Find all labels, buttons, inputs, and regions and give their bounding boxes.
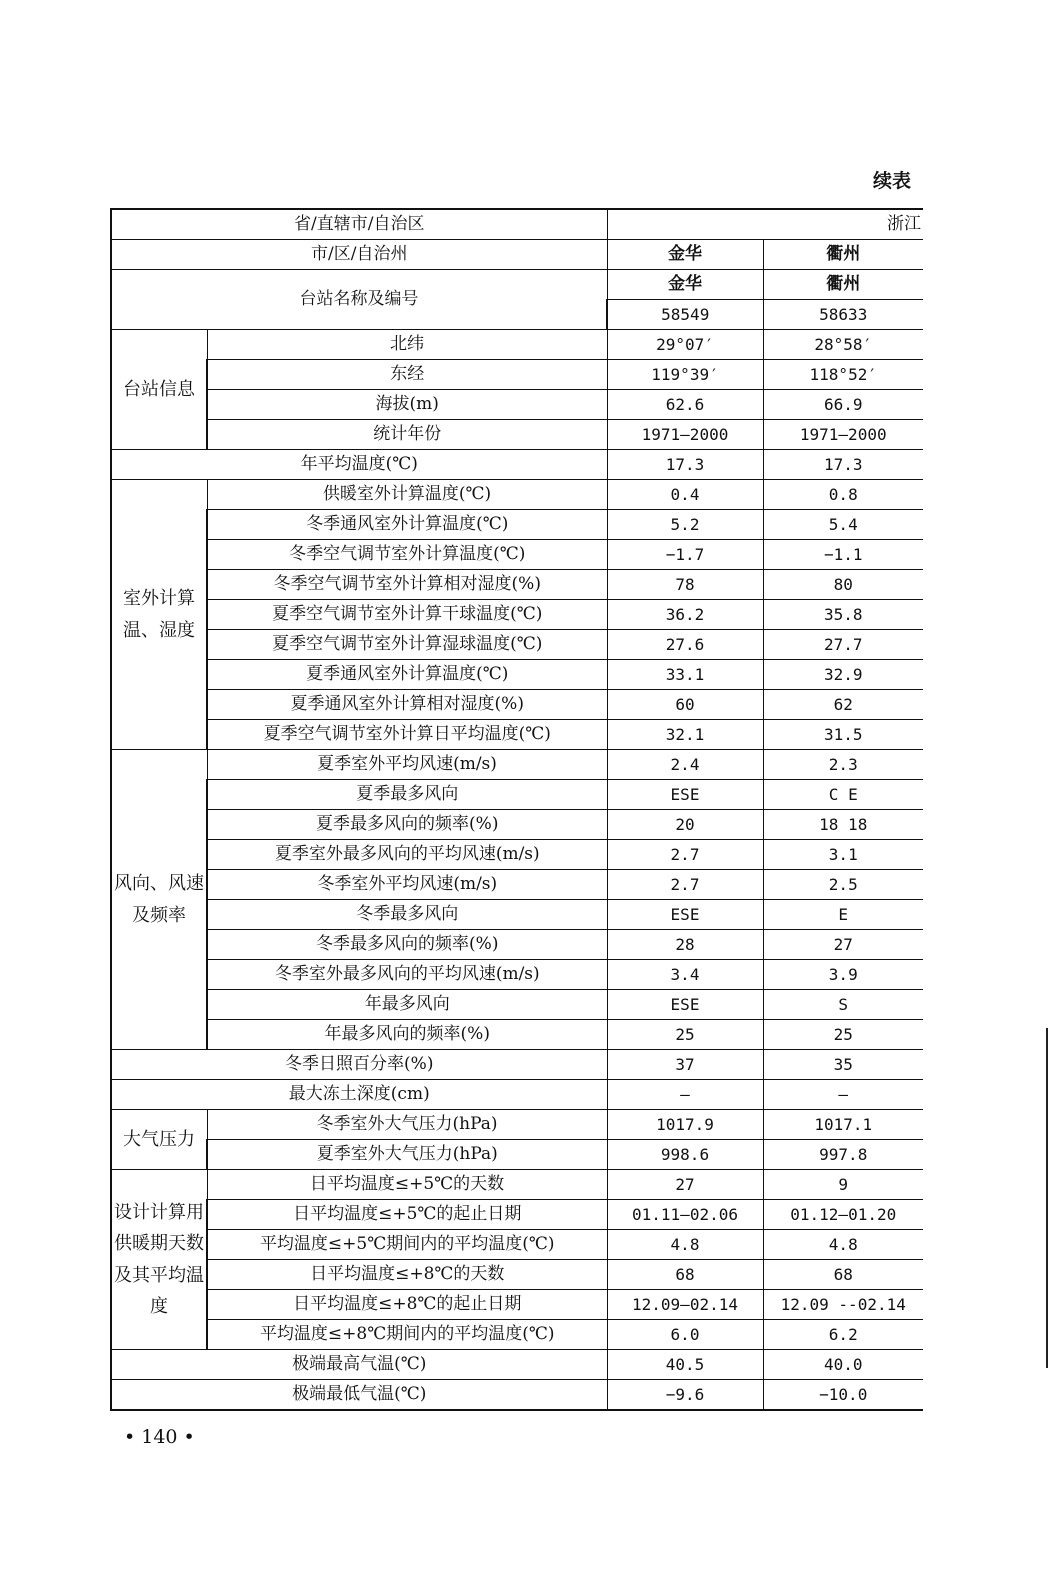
row-label: 年最多风向的频率(%) — [207, 1020, 607, 1050]
cell-value: 12.09—02.14 — [607, 1290, 763, 1320]
group-label-wind: 风向、风速及频率 — [111, 750, 207, 1050]
table-row — [111, 1350, 923, 1380]
cell-value: 4.8 — [607, 1230, 763, 1260]
cell-value: 119°39′ — [607, 360, 763, 390]
cell-value: 27.7 — [763, 630, 923, 660]
cell-value: 2.3 — [763, 750, 923, 780]
cell-value: 27.6 — [607, 630, 763, 660]
cell-value: 80 — [763, 570, 923, 600]
station-label: 台站名称及编号 — [111, 270, 607, 330]
row-label: 冬季通风室外计算温度(℃) — [207, 510, 607, 540]
cell-value: 3.4 — [607, 960, 763, 990]
cell-value: 998.6 — [607, 1140, 763, 1170]
city-label: 市/区/自治州 — [111, 240, 607, 270]
row-label: 夏季通风室外计算温度(℃) — [207, 660, 607, 690]
station-id: 58633 — [763, 300, 923, 330]
table-row — [111, 750, 923, 780]
table-row — [111, 840, 923, 870]
city-row — [111, 240, 923, 270]
table-row — [111, 600, 923, 630]
row-label: 年平均温度(℃) — [111, 450, 607, 480]
station-name: 衢州 — [763, 270, 923, 300]
cell-value: 27 — [763, 930, 923, 960]
row-label: 海拔(m) — [207, 390, 607, 420]
table-row — [111, 630, 923, 660]
cell-value: E — [763, 900, 923, 930]
table-row — [111, 930, 923, 960]
cell-value: 5.4 — [763, 510, 923, 540]
scan-edge-line — [1046, 1028, 1048, 1368]
row-label: 平均温度≤+8℃期间内的平均温度(℃) — [207, 1320, 607, 1350]
cell-value: 0.4 — [607, 480, 763, 510]
province-name: 浙江 — [607, 209, 923, 240]
row-label: 夏季室外平均风速(m/s) — [207, 750, 607, 780]
cell-value: 5.2 — [607, 510, 763, 540]
cell-value: 62.6 — [607, 390, 763, 420]
table-row — [111, 1290, 923, 1320]
group-label-pressure: 大气压力 — [111, 1110, 207, 1170]
cell-value: 25 — [607, 1020, 763, 1050]
cell-value: 66.9 — [763, 390, 923, 420]
table-row — [111, 450, 923, 480]
row-label: 统计年份 — [207, 420, 607, 450]
table-row — [111, 780, 923, 810]
cell-value: 1017.9 — [607, 1110, 763, 1140]
cell-value: 33.1 — [607, 660, 763, 690]
cell-value: — — [763, 1080, 923, 1110]
table-row — [111, 1110, 923, 1140]
table-row — [111, 480, 923, 510]
province-row — [111, 209, 923, 240]
city-name: 衢州 — [763, 240, 923, 270]
cell-value: 35 — [763, 1050, 923, 1080]
table-row — [111, 390, 923, 420]
cell-value: 0.8 — [763, 480, 923, 510]
row-label: 平均温度≤+5℃期间内的平均温度(℃) — [207, 1230, 607, 1260]
cell-value: 17.3 — [607, 450, 763, 480]
cell-value: 40.0 — [763, 1350, 923, 1380]
cell-value: 1971—2000 — [763, 420, 923, 450]
row-label: 日平均温度≤+8℃的起止日期 — [207, 1290, 607, 1320]
cell-value: 28 — [607, 930, 763, 960]
table-row — [111, 1200, 923, 1230]
cell-value: 32.1 — [607, 720, 763, 750]
row-label: 夏季空气调节室外计算干球温度(℃) — [207, 600, 607, 630]
cell-value: 2.7 — [607, 840, 763, 870]
cell-value: 31.5 — [763, 720, 923, 750]
row-label: 冬季室外平均风速(m/s) — [207, 870, 607, 900]
cell-value: 62 — [763, 690, 923, 720]
cell-value: 1971—2000 — [607, 420, 763, 450]
page-number: • 140 • — [124, 1426, 195, 1448]
cell-value: 6.0 — [607, 1320, 763, 1350]
cell-value: 68 — [607, 1260, 763, 1290]
cell-value: 2.7 — [607, 870, 763, 900]
cell-value: −1.1 — [763, 540, 923, 570]
cell-value: 78 — [607, 570, 763, 600]
table-row — [111, 540, 923, 570]
cell-value: −10.0 — [763, 1380, 923, 1411]
cell-value: 9 — [763, 1170, 923, 1200]
row-label: 最大冻土深度(cm) — [111, 1080, 607, 1110]
cell-value: 3.9 — [763, 960, 923, 990]
group-label-outdoor-calc: 室外计算温、湿度 — [111, 480, 207, 750]
row-label: 冬季室外大气压力(hPa) — [207, 1110, 607, 1140]
row-label: 极端最高气温(℃) — [111, 1350, 607, 1380]
row-label: 冬季日照百分率(%) — [111, 1050, 607, 1080]
table-row — [111, 990, 923, 1020]
group-label-heating: 设计计算用供暖期天数及其平均温度 — [111, 1170, 207, 1350]
row-label: 冬季室外最多风向的平均风速(m/s) — [207, 960, 607, 990]
table-row — [111, 690, 923, 720]
table-row — [111, 1170, 923, 1200]
table-row — [111, 1080, 923, 1110]
city-name: 金华 — [607, 240, 763, 270]
table-row — [111, 1050, 923, 1080]
cell-value: 25 — [763, 1020, 923, 1050]
continued-label: 续表 — [873, 170, 912, 192]
station-id: 58549 — [607, 300, 763, 330]
row-label: 夏季空气调节室外计算日平均温度(℃) — [207, 720, 607, 750]
row-label: 东经 — [207, 360, 607, 390]
table-row — [111, 420, 923, 450]
cell-value: 17.3 — [763, 450, 923, 480]
station-name-row — [111, 270, 923, 300]
table-row — [111, 570, 923, 600]
row-label: 日平均温度≤+8℃的天数 — [207, 1260, 607, 1290]
table-row — [111, 960, 923, 990]
cell-value: C E — [763, 780, 923, 810]
cell-value: 12.09 --02.14 — [763, 1290, 923, 1320]
cell-value: 32.9 — [763, 660, 923, 690]
province-label: 省/直辖市/自治区 — [111, 209, 607, 240]
cell-value: 4.8 — [763, 1230, 923, 1260]
cell-value: 18 18 — [763, 810, 923, 840]
row-label: 北纬 — [207, 330, 607, 360]
cell-value: 2.5 — [763, 870, 923, 900]
cell-value: ESE — [607, 990, 763, 1020]
table-row — [111, 1320, 923, 1350]
table-row — [111, 1140, 923, 1170]
cell-value: −9.6 — [607, 1380, 763, 1411]
row-label: 夏季室外大气压力(hPa) — [207, 1140, 607, 1170]
row-label: 冬季空气调节室外计算温度(℃) — [207, 540, 607, 570]
climate-data-table — [110, 208, 923, 1411]
cell-value: 997.8 — [763, 1140, 923, 1170]
cell-value: ESE — [607, 900, 763, 930]
table-row — [111, 660, 923, 690]
table-row — [111, 810, 923, 840]
row-label: 供暖室外计算温度(℃) — [207, 480, 607, 510]
station-name: 金华 — [607, 270, 763, 300]
row-label: 夏季空气调节室外计算湿球温度(℃) — [207, 630, 607, 660]
cell-value: — — [607, 1080, 763, 1110]
cell-value: 118°52′ — [763, 360, 923, 390]
cell-value: 35.8 — [763, 600, 923, 630]
cell-value: 20 — [607, 810, 763, 840]
group-label-station-info: 台站信息 — [111, 330, 207, 450]
row-label: 日平均温度≤+5℃的天数 — [207, 1170, 607, 1200]
table-row — [111, 720, 923, 750]
cell-value: 68 — [763, 1260, 923, 1290]
table-row — [111, 870, 923, 900]
row-label: 极端最低气温(℃) — [111, 1380, 607, 1411]
cell-value: 2.4 — [607, 750, 763, 780]
row-label: 夏季通风室外计算相对湿度(%) — [207, 690, 607, 720]
row-label: 冬季最多风向 — [207, 900, 607, 930]
row-label: 夏季最多风向 — [207, 780, 607, 810]
table-row — [111, 510, 923, 540]
table-row — [111, 1380, 923, 1411]
cell-value: 6.2 — [763, 1320, 923, 1350]
table-row — [111, 900, 923, 930]
row-label: 冬季最多风向的频率(%) — [207, 930, 607, 960]
table-row — [111, 1020, 923, 1050]
cell-value: 27 — [607, 1170, 763, 1200]
row-label: 夏季室外最多风向的平均风速(m/s) — [207, 840, 607, 870]
table-row — [111, 360, 923, 390]
cell-value: 1017.1 — [763, 1110, 923, 1140]
cell-value: 28°58′ — [763, 330, 923, 360]
row-label: 年最多风向 — [207, 990, 607, 1020]
row-label: 日平均温度≤+5℃的起止日期 — [207, 1200, 607, 1230]
cell-value: 3.1 — [763, 840, 923, 870]
cell-value: 29°07′ — [607, 330, 763, 360]
cell-value: −1.7 — [607, 540, 763, 570]
cell-value: ESE — [607, 780, 763, 810]
cell-value: 60 — [607, 690, 763, 720]
table-row — [111, 1230, 923, 1260]
row-label: 夏季最多风向的频率(%) — [207, 810, 607, 840]
cell-value: 01.12—01.20 — [763, 1200, 923, 1230]
cell-value: 36.2 — [607, 600, 763, 630]
row-label: 冬季空气调节室外计算相对湿度(%) — [207, 570, 607, 600]
cell-value: 37 — [607, 1050, 763, 1080]
table-row — [111, 330, 923, 360]
cell-value: 01.11—02.06 — [607, 1200, 763, 1230]
cell-value: 40.5 — [607, 1350, 763, 1380]
table-row — [111, 1260, 923, 1290]
cell-value: S — [763, 990, 923, 1020]
